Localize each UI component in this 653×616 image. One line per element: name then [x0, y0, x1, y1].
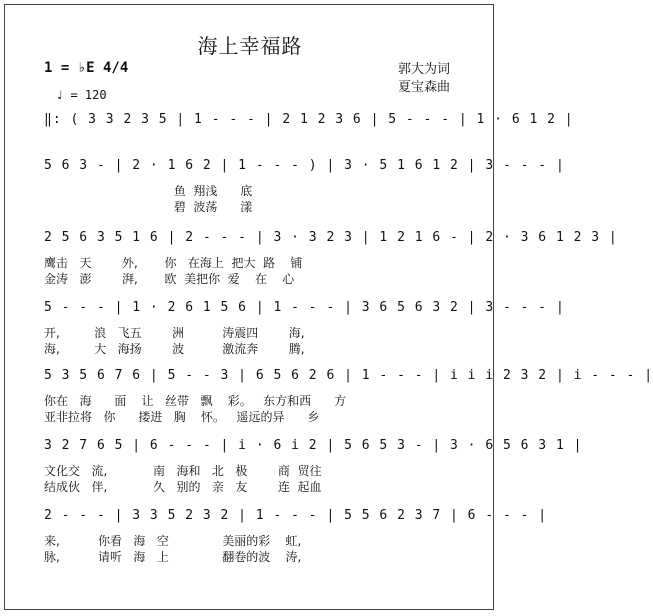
lyric-line: 碧 波荡 漾	[44, 200, 253, 214]
lyricist-credit: 郭大为词	[398, 62, 451, 77]
tempo-marking: ♩ = 120	[56, 88, 107, 102]
lyric-line: 亚非拉将 你 搂进 胸 怀。 遥远的异 乡	[44, 410, 320, 424]
lyric-line: 来, 你看 海 空 美丽的彩 虹,	[44, 534, 302, 548]
lyric-line: 金涛 澎 湃, 欧 美把你 爱 在 心	[44, 272, 295, 286]
notation-row: 3 2 7 6 5 | 6 - - - | i · 6 i 2 | 5 6 5 3 - | 3 · 6 5 6 3 1 |	[44, 438, 583, 453]
notation-row: 5 3 5 6 7 6 | 5 - - 3 | 6 5 6 2 6 | 1 - - - | i i i 2 3 2 | i - - - |	[44, 368, 653, 383]
lyric-line: 结成伙 伴, 久 别的 亲 友 连 起血	[44, 480, 322, 494]
song-title: 海上幸福路	[197, 34, 303, 58]
notation-row: 2 5 6 3 5 1 6 | 2 - - - | 3 · 3 2 3 | 1 2 1 6 - | 2 · 3 6 1 2 3 |	[44, 230, 618, 245]
lyric-line: 鹰击 天 外, 你 在海上 把大 路 铺	[44, 256, 303, 270]
composer-credit: 夏宝森曲	[398, 80, 451, 95]
lyric-line: 脉, 请听 海 上 翻卷的波 涛,	[44, 550, 302, 564]
lyric-line: 鱼 翔浅 底	[44, 184, 253, 198]
lyric-line: 文化交 流, 南 海和 北 极 商 贸往	[44, 464, 322, 478]
lyric-line: 海, 大 海扬 波 激流奔 腾,	[44, 342, 305, 356]
notation-row: 5 6 3 - | 2 · 1 6 2 | 1 - - - ) | 3 · 5 1 6 1 2 | 3 - - - |	[44, 158, 565, 173]
lyric-line: 开, 浪 飞五 洲 涛震四 海,	[44, 326, 305, 340]
notation-row: ‖: ( 3 3 2 3 5 | 1 - - - | 2 1 2 3 6 | 5 - - - | 1 · 6 1 2 |	[44, 112, 574, 127]
notation-row: 2 - - - | 3 3 5 2 3 2 | 1 - - - | 5 5 6 2 3 7 | 6 - - - |	[44, 508, 548, 523]
lyric-line: 你在 海 面 让 丝带 飘 彩。 东方和西 方	[44, 394, 347, 408]
key-signature: 1 = ♭E 4/4	[44, 60, 129, 76]
notation-row: 5 - - - | 1 · 2 6 1 5 6 | 1 - - - | 3 6 5 6 3 2 | 3 - - - |	[44, 300, 565, 315]
